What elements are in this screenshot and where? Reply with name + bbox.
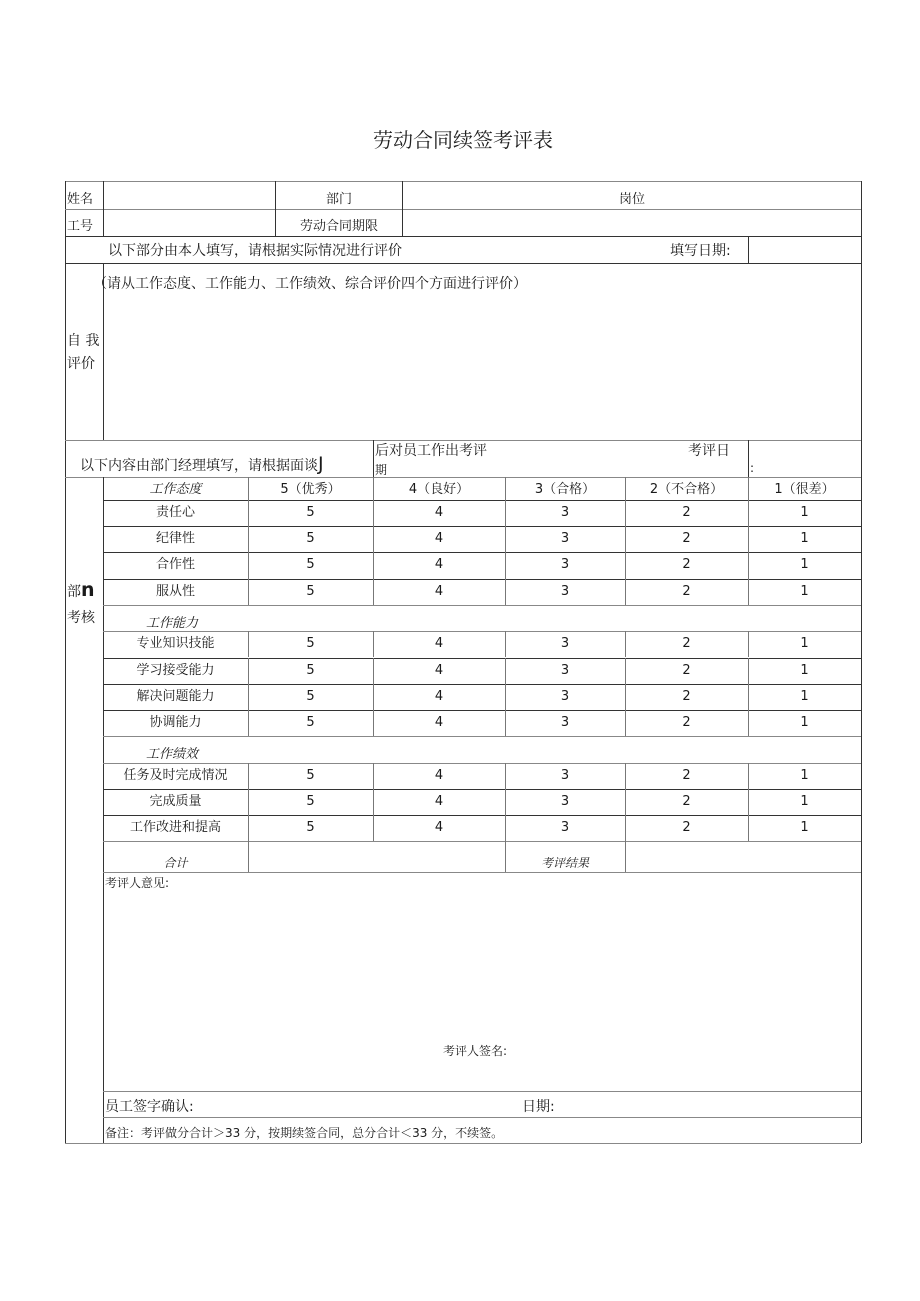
contract-term-label: 劳动合同期限 bbox=[299, 219, 378, 234]
divider bbox=[103, 736, 861, 737]
self-eval-textarea[interactable] bbox=[104, 296, 860, 439]
criterion-label: 任务及时完成情况 bbox=[123, 767, 228, 783]
score-option[interactable]: 1 bbox=[800, 636, 809, 652]
eval-date-colon: : bbox=[750, 461, 755, 475]
score-option[interactable]: 1 bbox=[800, 557, 809, 573]
score-option[interactable]: 5 bbox=[306, 688, 315, 704]
score-option[interactable]: 5 bbox=[306, 531, 315, 547]
criterion-label: 解决问题能力 bbox=[136, 688, 215, 704]
fill-date-field[interactable] bbox=[749, 237, 860, 262]
score-option[interactable]: 2 bbox=[682, 714, 691, 730]
score-option[interactable]: 2 bbox=[682, 583, 691, 599]
dept-label: 部门 bbox=[325, 192, 352, 207]
result-field[interactable] bbox=[626, 842, 860, 871]
border-bottom bbox=[65, 1143, 861, 1144]
dept-review-label-1 bbox=[67, 579, 95, 601]
score-option[interactable]: 3 bbox=[560, 531, 570, 547]
criterion-label: 服从性 bbox=[155, 583, 195, 599]
fill-date-label: 填写日期: bbox=[670, 243, 731, 259]
manager-instruction-end: 期 bbox=[375, 463, 388, 477]
score-option[interactable]: 1 bbox=[800, 714, 809, 730]
divider bbox=[65, 477, 861, 478]
group-title: 工作态度 bbox=[149, 482, 202, 497]
score-option[interactable]: 3 bbox=[560, 636, 570, 652]
dept-review-label-2: 考核 bbox=[67, 610, 95, 626]
score-option[interactable]: 4 bbox=[434, 793, 444, 809]
score-option[interactable]: 2 bbox=[682, 636, 691, 652]
score-column-header: 1（很差） bbox=[774, 482, 835, 497]
score-option[interactable]: 1 bbox=[800, 531, 809, 547]
manager-instruction-cont: 后对员工作出考评 bbox=[375, 443, 487, 459]
reviewer-opinion-label: 考评人意见: bbox=[105, 876, 170, 890]
criterion-label: 专业知识技能 bbox=[136, 636, 215, 652]
score-option[interactable]: 5 bbox=[306, 662, 315, 678]
position-label: 岗位 bbox=[618, 192, 645, 207]
stray-glyph: J bbox=[318, 453, 324, 475]
score-option[interactable]: 1 bbox=[800, 793, 809, 809]
note: 备注：考评做分合计＞33 分，按期续签合同，总分合计＜33 分，不续签。 bbox=[105, 1126, 504, 1140]
score-option[interactable]: 1 bbox=[800, 505, 809, 520]
divider bbox=[65, 236, 861, 237]
dept-review-label-text: 部 bbox=[67, 584, 81, 600]
reviewer-opinion-textarea[interactable] bbox=[104, 892, 860, 1042]
criterion-label: 完成质量 bbox=[149, 793, 202, 809]
self-eval-label-1: 自 我 bbox=[67, 333, 100, 349]
form-title: 劳动合同续签考评表 bbox=[373, 128, 553, 152]
score-option[interactable]: 4 bbox=[434, 767, 444, 783]
score-option[interactable]: 4 bbox=[434, 531, 444, 547]
score-column-header: 3（合格） bbox=[534, 482, 596, 497]
score-option[interactable]: 2 bbox=[682, 767, 691, 783]
criterion-label: 纪律性 bbox=[155, 531, 195, 547]
result-label: 考评结果 bbox=[540, 856, 589, 871]
contract-term-field[interactable] bbox=[403, 210, 860, 235]
total-label: 合计 bbox=[163, 856, 188, 871]
score-option[interactable]: 2 bbox=[682, 505, 691, 520]
score-option[interactable]: 3 bbox=[560, 662, 570, 678]
divider bbox=[373, 440, 374, 477]
score-option[interactable]: 1 bbox=[800, 820, 809, 835]
score-option[interactable]: 2 bbox=[682, 662, 691, 678]
id-label: 工号 bbox=[67, 219, 94, 234]
criterion-label: 工作改进和提高 bbox=[129, 820, 221, 835]
divider bbox=[103, 1117, 861, 1118]
score-option[interactable]: 3 bbox=[560, 688, 570, 704]
score-option[interactable]: 5 bbox=[306, 714, 315, 730]
criterion-label: 责任心 bbox=[155, 505, 195, 520]
eval-date-label: 考评日 bbox=[688, 443, 730, 459]
score-option[interactable]: 1 bbox=[800, 583, 809, 599]
divider bbox=[65, 263, 861, 264]
score-option[interactable]: 3 bbox=[560, 767, 570, 783]
score-option[interactable]: 4 bbox=[434, 636, 444, 652]
group-title: 工作绩效 bbox=[146, 747, 199, 763]
id-field[interactable] bbox=[104, 210, 274, 235]
score-option[interactable]: 3 bbox=[560, 793, 570, 809]
score-option[interactable]: 4 bbox=[434, 662, 444, 678]
employee-date-label: 日期: bbox=[522, 1099, 555, 1115]
self-eval-hint: （请从工作态度、工作能力、工作绩效、综合评价四个方面进行评价） bbox=[93, 276, 527, 292]
divider bbox=[65, 440, 861, 441]
score-option[interactable]: 5 bbox=[306, 793, 315, 809]
score-column-header: 2（不合格） bbox=[649, 482, 724, 497]
score-option[interactable]: 1 bbox=[800, 688, 809, 704]
score-option[interactable]: 5 bbox=[306, 557, 315, 573]
manager-instruction-text: 以下内容由部门经理填写，请根据面谈 bbox=[80, 458, 318, 474]
score-option[interactable]: 4 bbox=[434, 557, 444, 573]
divider bbox=[103, 605, 861, 606]
divider bbox=[103, 1091, 861, 1092]
score-option[interactable]: 4 bbox=[434, 820, 444, 835]
score-option[interactable]: 2 bbox=[682, 557, 691, 573]
score-option[interactable]: 1 bbox=[800, 767, 809, 783]
name-field[interactable] bbox=[104, 182, 274, 208]
score-option[interactable]: 2 bbox=[682, 793, 691, 809]
stray-glyph: n bbox=[81, 579, 95, 601]
score-option[interactable]: 5 bbox=[306, 820, 315, 835]
score-option[interactable]: 2 bbox=[682, 531, 691, 547]
self-eval-label-2: 评价 bbox=[67, 356, 95, 372]
score-option[interactable]: 5 bbox=[306, 767, 315, 783]
border-left bbox=[65, 181, 66, 1143]
employee-confirm-label: 员工签字确认: bbox=[105, 1099, 194, 1115]
score-option[interactable]: 5 bbox=[306, 636, 315, 652]
score-option[interactable]: 4 bbox=[434, 505, 444, 520]
self-instruction: 以下部分由本人填写，请根据实际情况进行评价 bbox=[108, 243, 402, 259]
reviewer-signature-label: 考评人签名: bbox=[443, 1044, 508, 1058]
score-option[interactable]: 3 bbox=[560, 557, 570, 573]
group-title: 工作能力 bbox=[146, 615, 199, 631]
criterion-label: 协调能力 bbox=[149, 714, 202, 730]
manager-instruction bbox=[80, 453, 324, 475]
score-option[interactable]: 3 bbox=[560, 820, 570, 835]
eval-date-field[interactable] bbox=[749, 441, 860, 476]
border-right bbox=[861, 181, 862, 1143]
name-label: 姓名 bbox=[67, 192, 94, 207]
score-option[interactable]: 4 bbox=[434, 688, 444, 704]
score-option[interactable]: 3 bbox=[560, 583, 570, 599]
total-score-field[interactable] bbox=[249, 842, 504, 871]
score-column-header: 4（良好） bbox=[408, 482, 470, 497]
divider bbox=[103, 872, 861, 873]
score-option[interactable]: 3 bbox=[560, 714, 570, 730]
score-column-header: 5（优秀） bbox=[280, 482, 341, 497]
score-option[interactable]: 2 bbox=[682, 688, 691, 704]
divider bbox=[103, 477, 104, 1143]
score-option[interactable]: 4 bbox=[434, 583, 444, 599]
score-option[interactable]: 3 bbox=[560, 505, 570, 520]
criterion-label: 合作性 bbox=[155, 557, 195, 573]
score-option[interactable]: 4 bbox=[434, 714, 444, 730]
score-option[interactable]: 1 bbox=[800, 662, 809, 678]
score-option[interactable]: 5 bbox=[306, 505, 315, 520]
criterion-label: 学习接受能力 bbox=[136, 662, 215, 678]
score-option[interactable]: 5 bbox=[306, 583, 315, 599]
score-option[interactable]: 2 bbox=[682, 820, 691, 835]
